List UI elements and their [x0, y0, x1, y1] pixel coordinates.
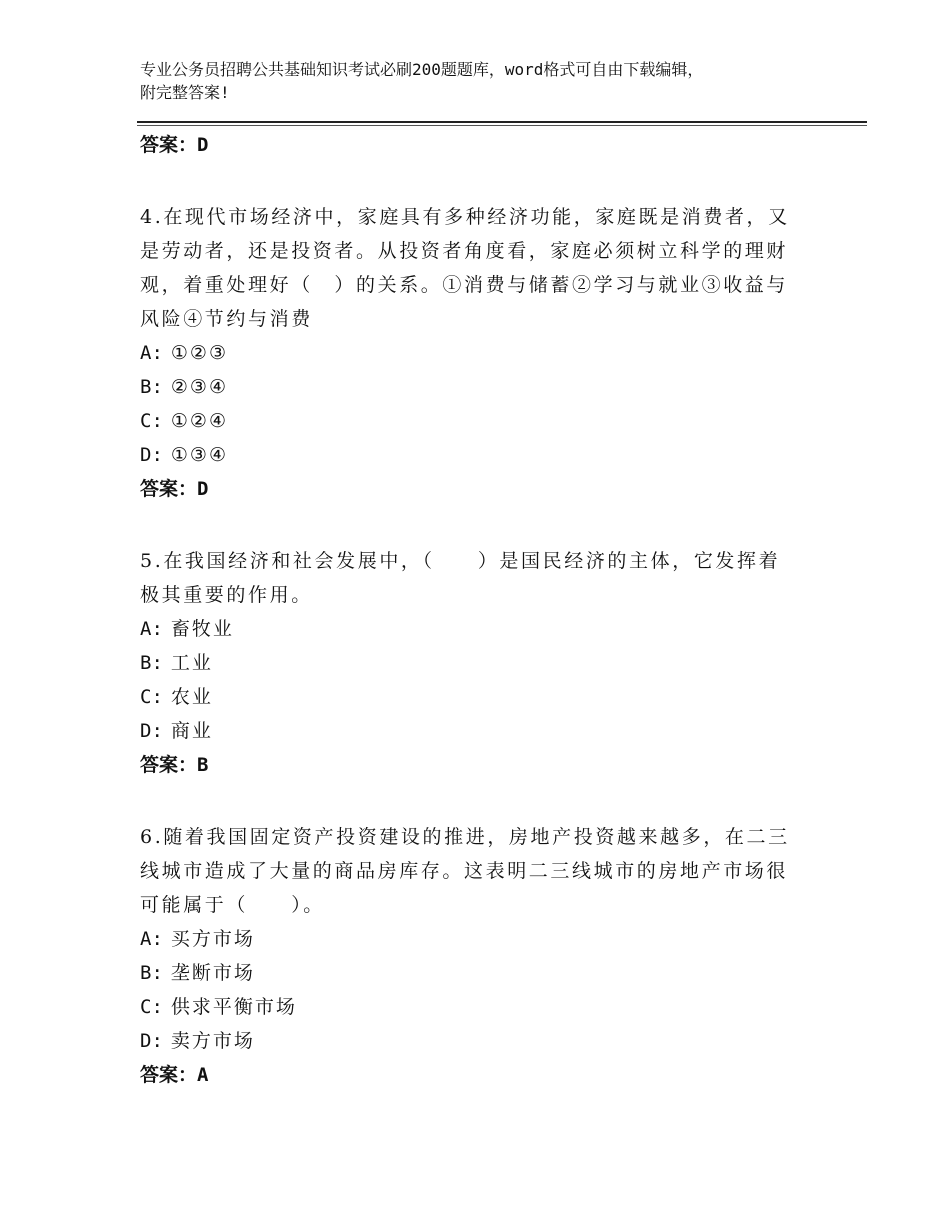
- question-block: [140, 200, 800, 506]
- option-text: 畜牧业: [170, 618, 234, 640]
- option-c: [140, 404, 800, 438]
- option-c: [140, 680, 800, 714]
- document-body: [140, 128, 800, 1092]
- question-block: [140, 820, 800, 1092]
- option-b: [140, 370, 800, 404]
- question-block: [140, 544, 800, 782]
- option-label: C:: [140, 686, 163, 708]
- option-label: D:: [140, 1030, 163, 1052]
- option-text: ①②③: [170, 342, 228, 364]
- option-c: [140, 990, 800, 1024]
- header-divider-thin: [137, 125, 867, 126]
- option-text: 垄断市场: [170, 962, 255, 984]
- header-divider-thick: [137, 121, 867, 123]
- option-label: B:: [140, 652, 163, 674]
- option-text: 供求平衡市场: [170, 996, 297, 1018]
- option-d: [140, 1024, 800, 1058]
- option-label: B:: [140, 962, 163, 984]
- option-d: [140, 714, 800, 748]
- option-a: [140, 336, 800, 370]
- option-text: 农业: [170, 686, 213, 708]
- page-header: [140, 58, 810, 104]
- option-text: 商业: [170, 720, 213, 742]
- option-label: C:: [140, 996, 163, 1018]
- option-a: [140, 922, 800, 956]
- option-label: C:: [140, 410, 163, 432]
- option-text: 工业: [170, 652, 213, 674]
- answer-line: 答案：A: [140, 1064, 209, 1086]
- question-stem: 4.在现代市场经济中，家庭具有多种经济功能，家庭既是消费者，又是劳动者，还是投资者。从投资者角度看，家庭必须树立科学的理财观，着重处理好（ ）的关系。①消费与储蓄②学习与就业③收益与风险④节约与消费: [140, 206, 790, 330]
- option-label: A:: [140, 928, 163, 950]
- option-text: 买方市场: [170, 928, 255, 950]
- option-label: D:: [140, 444, 163, 466]
- header-line-1: 专业公务员招聘公共基础知识考试必刷200题题库，word格式可自由下载编辑，: [140, 60, 704, 79]
- answer-line: 答案：B: [140, 754, 209, 776]
- option-text: 卖方市场: [170, 1030, 255, 1052]
- header-line-2: 附完整答案!: [140, 83, 230, 102]
- option-b: [140, 646, 800, 680]
- option-d: [140, 438, 800, 472]
- option-label: A:: [140, 342, 163, 364]
- option-a: [140, 612, 800, 646]
- question-stem: 6.随着我国固定资产投资建设的推进，房地产投资越来越多，在二三线城市造成了大量的商品房库存。这表明二三线城市的房地产市场很可能属于（ ）。: [140, 826, 790, 916]
- option-text: ②③④: [170, 376, 228, 398]
- answer-line: 答案：D: [140, 134, 209, 156]
- option-text: ①③④: [170, 444, 228, 466]
- option-label: D:: [140, 720, 163, 742]
- option-label: A:: [140, 618, 163, 640]
- answer-line: 答案：D: [140, 478, 209, 500]
- option-b: [140, 956, 800, 990]
- option-text: ①②④: [170, 410, 228, 432]
- question-stem: 5.在我国经济和社会发展中，（ ）是国民经济的主体，它发挥着极其重要的作用。: [140, 550, 781, 606]
- option-label: B:: [140, 376, 163, 398]
